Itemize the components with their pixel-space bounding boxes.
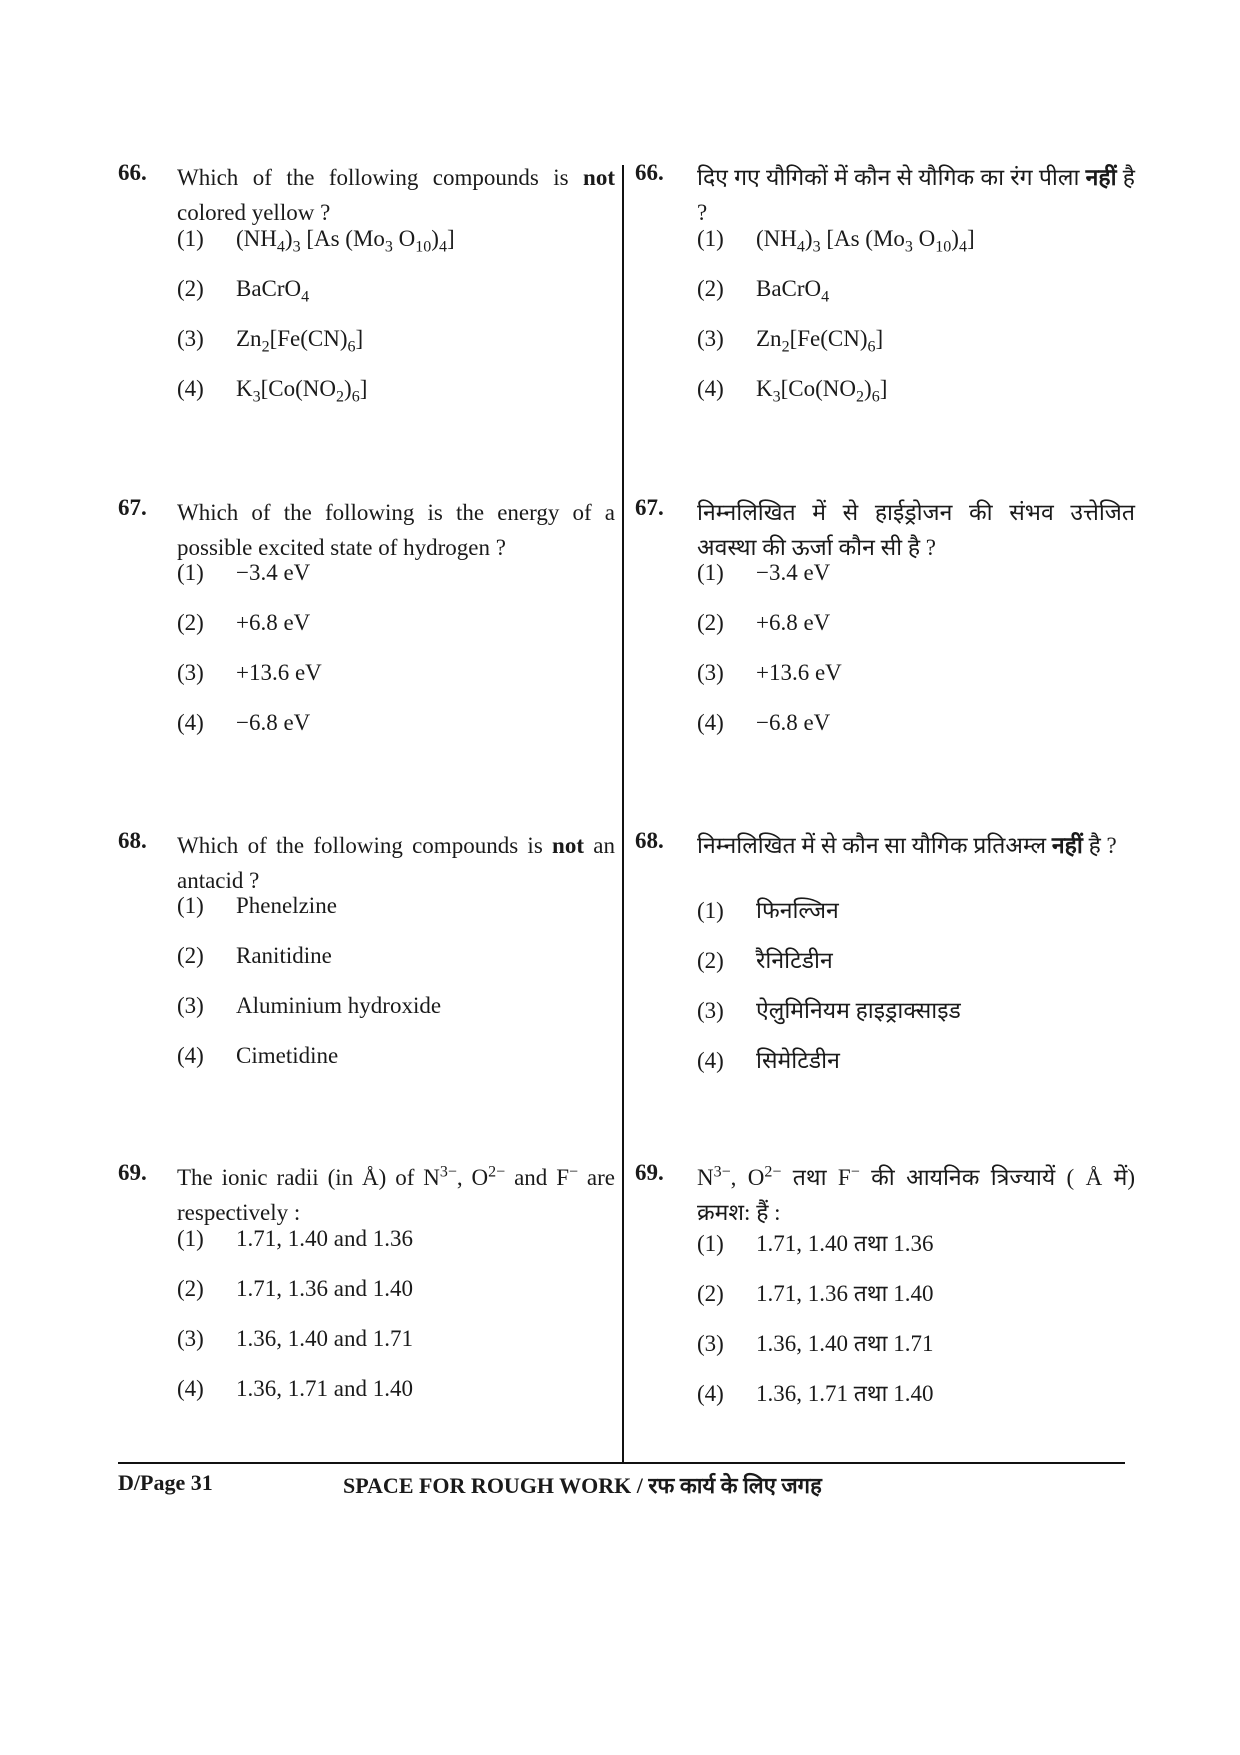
option-1[interactable]: (1) 1.71, 1.40 and 1.36 <box>177 1226 413 1251</box>
option-text: $Zn_2[Fe(CN)_6]$ <box>756 326 884 356</box>
option-3[interactable]: (3) $Zn_2[Fe(CN)_6]$ <box>697 326 884 356</box>
option-text: −3.4 eV <box>236 560 311 585</box>
question-text: निम्नलिखित में से हाईड्रोजन की संभव उत्तेजित अवस्था की ऊर्जा कौन सी है ? <box>697 500 1135 560</box>
option-text: 1.36, 1.71 and 1.40 <box>236 1376 413 1401</box>
option-text: $(NH_4)_3$ [As ($Mo_3$ $O_{10})_4$] <box>756 226 975 256</box>
option-3[interactable]: (3) Aluminium hydroxide <box>177 993 442 1018</box>
option-text: Ranitidine <box>236 943 332 968</box>
option-text: Phenelzine <box>236 893 337 918</box>
option-3[interactable]: (3) ऐलुमिनियम हाइड्राक्साइड <box>697 998 961 1023</box>
option-text: +6.8 eV <box>756 610 831 635</box>
option-text: 1.71, 1.36 तथा 1.40 <box>756 1281 934 1306</box>
option-4[interactable]: (4) $K_3[Co(NO_2)_6]$ <box>697 376 888 406</box>
option-text: Aluminium hydroxide <box>236 993 442 1018</box>
option-4[interactable]: (4) सिमेटिडीन <box>697 1048 840 1073</box>
option-text: ऐलुमिनियम हाइड्राक्साइड <box>756 998 961 1023</box>
option-4[interactable]: (4) 1.36, 1.71 and 1.40 <box>177 1376 413 1401</box>
option-3[interactable]: (3) $Zn_2[Fe(CN)_6]$ <box>177 326 364 356</box>
option-2[interactable]: (2) BaCrO$_4$ <box>177 276 310 306</box>
question-text: दिए गए यौगिकों में कौन से यौगिक का रंग पीला नहीं है ? <box>697 165 1135 225</box>
option-2[interactable]: (2) +6.8 eV <box>697 610 831 635</box>
option-text: +13.6 eV <box>236 660 322 685</box>
question-number: 68. <box>118 828 147 853</box>
option-3[interactable]: (3) 1.36, 1.40 तथा 1.71 <box>697 1331 934 1356</box>
option-1[interactable]: (1) $(NH_4)_3$ [As ($Mo_3$ $O_{10})_4$] <box>177 226 455 256</box>
option-text: रैनिटिडीन <box>756 948 833 973</box>
option-text: 1.71, 1.36 and 1.40 <box>236 1276 413 1301</box>
option-text: 1.36, 1.40 तथा 1.71 <box>756 1331 934 1356</box>
option-3[interactable]: (3) +13.6 eV <box>177 660 322 685</box>
option-2[interactable]: (2) 1.71, 1.36 तथा 1.40 <box>697 1281 934 1306</box>
option-3[interactable]: (3) +13.6 eV <box>697 660 842 685</box>
option-text: −6.8 eV <box>756 710 831 735</box>
option-text: सिमेटिडीन <box>756 1048 840 1073</box>
option-2[interactable]: (2) +6.8 eV <box>177 610 311 635</box>
question-text: Which of the following is the energy of a possible excited state of hydrogen ? <box>177 500 615 560</box>
option-text: फिनल्जिन <box>756 898 839 923</box>
option-4[interactable]: (4) 1.36, 1.71 तथा 1.40 <box>697 1381 934 1406</box>
option-text: BaCrO$_4$ <box>756 276 830 306</box>
question-number: 68. <box>635 828 664 853</box>
question-text: $N^{3-}$, $O^{2-}$ तथा F− की आयनिक त्रिज्यायें ( Å में) क्रमश: हैं : <box>697 1163 1135 1225</box>
option-1[interactable]: (1) −3.4 eV <box>697 560 831 585</box>
option-4[interactable]: (4) $K_3[Co(NO_2)_6]$ <box>177 376 368 406</box>
option-4[interactable]: (4) Cimetidine <box>177 1043 339 1068</box>
question-number: 66. <box>118 160 147 185</box>
option-3[interactable]: (3) 1.36, 1.40 and 1.71 <box>177 1326 413 1351</box>
option-text: +13.6 eV <box>756 660 842 685</box>
question-text: निम्नलिखित में से कौन सा यौगिक प्रतिअम्ल नहीं है ? <box>697 833 1117 858</box>
question-text: The ionic radii (in Å) of $N^{3-}$, $O^{2-}$ and F− are respectively : <box>177 1163 616 1225</box>
option-text: $K_3[Co(NO_2)_6]$ <box>756 376 888 406</box>
question-number: 67. <box>635 495 664 520</box>
question-text: Which of the following compounds is not colored yellow ? <box>177 165 615 225</box>
option-1[interactable]: (1) −3.4 eV <box>177 560 311 585</box>
option-text: −6.8 eV <box>236 710 311 735</box>
option-text: 1.36, 1.71 तथा 1.40 <box>756 1381 934 1406</box>
option-1[interactable]: (1) $(NH_4)_3$ [As ($Mo_3$ $O_{10})_4$] <box>697 226 975 256</box>
option-4[interactable]: (4) −6.8 eV <box>177 710 311 735</box>
option-text: 1.71, 1.40 and 1.36 <box>236 1226 413 1251</box>
option-text: Cimetidine <box>236 1043 339 1068</box>
option-2[interactable]: (2) रैनिटिडीन <box>697 948 833 973</box>
option-text: $(NH_4)_3$ [As ($Mo_3$ $O_{10})_4$] <box>236 226 455 256</box>
page-label: D/Page 31 <box>118 1470 213 1495</box>
option-text: $Zn_2[Fe(CN)_6]$ <box>236 326 364 356</box>
option-text: −3.4 eV <box>756 560 831 585</box>
option-text: BaCrO$_4$ <box>236 276 310 306</box>
footer-rule <box>118 1462 1125 1464</box>
option-1[interactable]: (1) 1.71, 1.40 तथा 1.36 <box>697 1231 934 1256</box>
option-4[interactable]: (4) −6.8 eV <box>697 710 831 735</box>
option-1[interactable]: (1) Phenelzine <box>177 893 337 918</box>
option-text: +6.8 eV <box>236 610 311 635</box>
question-number: 69. <box>635 1160 664 1185</box>
question-number: 66. <box>635 160 664 185</box>
option-text: $K_3[Co(NO_2)_6]$ <box>236 376 368 406</box>
option-text: 1.71, 1.40 तथा 1.36 <box>756 1231 934 1256</box>
question-number: 67. <box>118 495 147 520</box>
option-2[interactable]: (2) BaCrO$_4$ <box>697 276 830 306</box>
option-1[interactable]: (1) फिनल्जिन <box>697 898 839 923</box>
option-2[interactable]: (2) Ranitidine <box>177 943 332 968</box>
question-text: Which of the following compounds is not an antacid ? <box>177 833 615 893</box>
column-divider <box>622 165 624 1462</box>
rough-work-label: SPACE FOR ROUGH WORK / रफ कार्य के लिए जगह <box>343 1473 822 1498</box>
option-text: 1.36, 1.40 and 1.71 <box>236 1326 413 1351</box>
option-2[interactable]: (2) 1.71, 1.36 and 1.40 <box>177 1276 413 1301</box>
question-number: 69. <box>118 1160 147 1185</box>
